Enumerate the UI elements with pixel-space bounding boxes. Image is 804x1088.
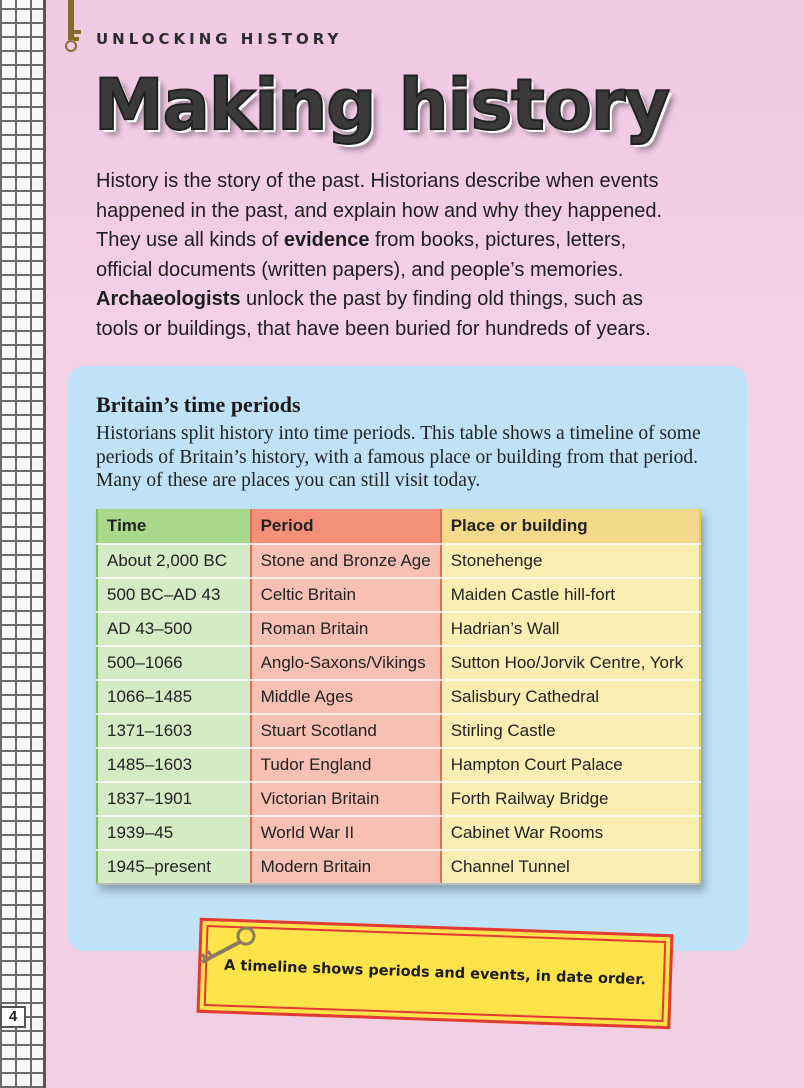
cell-period: Stone and Bronze Age xyxy=(251,544,441,578)
page-number: 4 xyxy=(0,1006,26,1028)
cell-place: Forth Railway Bridge xyxy=(441,782,700,816)
intro-text-1: History is the story of the past. Historians describe when events happened in the past, and explain how and why they happened. They use all kinds of xyxy=(96,170,662,251)
intro-paragraph xyxy=(96,167,686,344)
intro-bold-evidence: evidence xyxy=(283,229,370,251)
key-icon xyxy=(192,924,260,968)
cell-period: Roman Britain xyxy=(251,612,441,646)
intro-text-2: from books, pictures, letters, official documents (written papers), and people’s memories. xyxy=(96,229,627,281)
panel-description: Historians split history into time periods. This table shows a timeline of some periods of Britain’s history, with a famous place or building from that period. Many of these are places you can still visit today. xyxy=(96,423,701,491)
panel-heading: Britain’s time periods xyxy=(96,392,301,417)
cell-time: 1485–1603 xyxy=(97,748,251,782)
cell-place: Sutton Hoo/Jorvik Centre, York xyxy=(441,646,700,680)
cell-period: Victorian Britain xyxy=(251,782,441,816)
section-kicker: UNLOCKING HISTORY xyxy=(96,30,343,48)
table-row xyxy=(97,850,700,884)
intro-bold-archaeologists: Archaeologists xyxy=(96,288,241,310)
header-place: Place or building xyxy=(441,509,700,544)
table-row xyxy=(97,544,700,578)
cell-place: Cabinet War Rooms xyxy=(441,816,700,850)
timeline-callout-box xyxy=(196,918,673,1029)
page-title: Making history xyxy=(94,64,669,146)
table-row xyxy=(97,816,700,850)
callout-text: A timeline shows periods and events, in date order. xyxy=(223,957,647,989)
table-row xyxy=(97,646,700,680)
chain-border xyxy=(0,0,46,1088)
cell-time: 1939–45 xyxy=(97,816,251,850)
table-row xyxy=(97,578,700,612)
cell-time: AD 43–500 xyxy=(97,612,251,646)
cell-place: Hadrian’s Wall xyxy=(441,612,700,646)
table-row xyxy=(97,680,700,714)
cell-time: 500–1066 xyxy=(97,646,251,680)
cell-time: About 2,000 BC xyxy=(97,544,251,578)
cell-place: Maiden Castle hill-fort xyxy=(441,578,700,612)
table-row xyxy=(97,714,700,748)
header-period: Period xyxy=(251,509,441,544)
cell-period: Tudor England xyxy=(251,748,441,782)
cell-time: 1066–1485 xyxy=(97,680,251,714)
table-row xyxy=(97,748,700,782)
cell-period: Celtic Britain xyxy=(251,578,441,612)
table-header-row xyxy=(97,509,700,544)
header-time: Time xyxy=(97,509,251,544)
cell-place: Salisbury Cathedral xyxy=(441,680,700,714)
cell-place: Stirling Castle xyxy=(441,714,700,748)
cell-period: World War II xyxy=(251,816,441,850)
cell-place: Hampton Court Palace xyxy=(441,748,700,782)
cell-place: Stonehenge xyxy=(441,544,700,578)
table-row xyxy=(97,612,700,646)
cell-period: Stuart Scotland xyxy=(251,714,441,748)
cell-period: Modern Britain xyxy=(251,850,441,884)
cell-period: Anglo-Saxons/Vikings xyxy=(251,646,441,680)
cell-time: 1837–1901 xyxy=(97,782,251,816)
cell-time: 500 BC–AD 43 xyxy=(97,578,251,612)
key-icon xyxy=(64,0,84,52)
cell-place: Channel Tunnel xyxy=(441,850,700,884)
table-row xyxy=(97,782,700,816)
cell-period: Middle Ages xyxy=(251,680,441,714)
timeline-table xyxy=(96,509,701,885)
cell-time: 1945–present xyxy=(97,850,251,884)
cell-time: 1371–1603 xyxy=(97,714,251,748)
intro-text-3: unlock the past by finding old things, such as tools or buildings, that have been buried for hundreds of years. xyxy=(96,288,651,340)
